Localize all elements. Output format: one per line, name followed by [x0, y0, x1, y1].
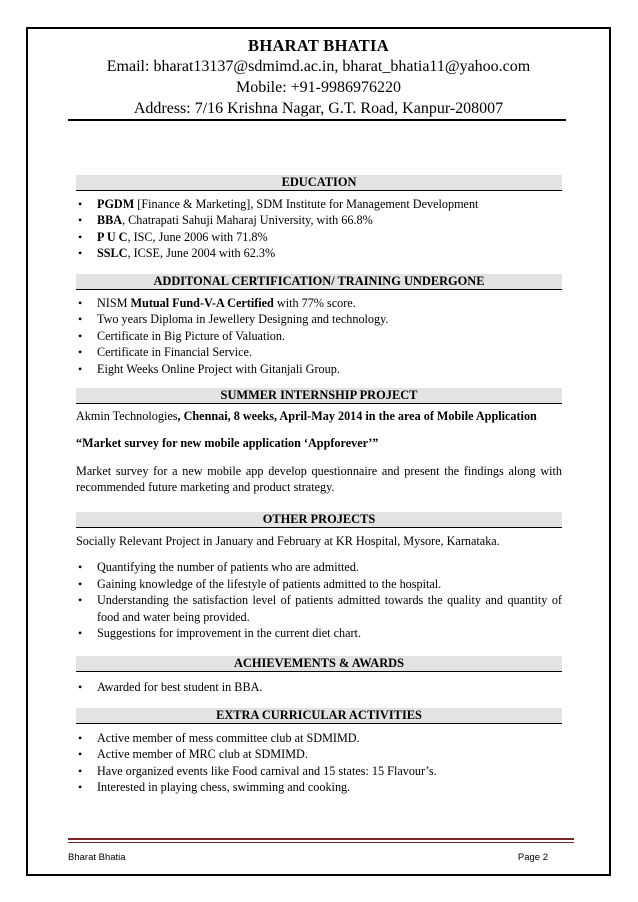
- contact-mobile: Mobile: +91-9986976220: [235, 79, 401, 96]
- section-heading: ACHIEVEMENTS & AWARDS: [76, 656, 562, 672]
- resume-header: [26, 36, 611, 119]
- list-item: • Certificate in Big Picture of Valuation.: [76, 328, 562, 344]
- internship-company: Akmin Technologies, Chennai, 8 weeks, April-May 2014 in the area of Mobile Application: [76, 409, 537, 423]
- internship-section: [76, 388, 562, 496]
- list-item: • Active member of MRC club at SDMIMD.: [76, 746, 562, 762]
- list-item: • Quantifying the number of patients who are admitted.: [76, 559, 562, 575]
- other-projects-section: [76, 512, 562, 641]
- list-item: • Gaining knowledge of the lifestyle of patients admitted to the hospital.: [76, 576, 562, 592]
- list-item: • PGDM [Finance & Marketing], SDM Institute for Management Development: [76, 196, 562, 212]
- list-item: • Suggestions for improvement in the current diet chart.: [76, 625, 562, 641]
- section-heading: EXTRA CURRICULAR ACTIVITIES: [76, 708, 562, 724]
- list-item: • Understanding the satisfaction level of patients admitted towards the quality and quantity of food and water being provided.: [76, 592, 562, 625]
- list-item: • Awarded for best student in BBA.: [76, 679, 562, 695]
- section-heading: ADDITONAL CERTIFICATION/ TRAINING UNDERGONE: [76, 274, 562, 290]
- internship-project-title: “Market survey for new mobile application ‘Appforever’”: [76, 436, 379, 451]
- section-heading: SUMMER INTERNSHIP PROJECT: [76, 388, 562, 404]
- section-heading: EDUCATION: [76, 175, 562, 191]
- list-item: • Eight Weeks Online Project with Gitanjali Group.: [76, 361, 562, 377]
- internship-description: Market survey for a new mobile app develop questionnaire and present the findings along with recommended future marketing and product strategy.: [76, 463, 562, 495]
- list-item: • NISM Mutual Fund-V-A Certified with 77% score.: [76, 295, 562, 311]
- certification-section: [76, 274, 562, 377]
- project-intro: Socially Relevant Project in January and February at KR Hospital, Mysore, Karnataka.: [76, 534, 500, 548]
- list-item: • P U C, ISC, June 2006 with 71.8%: [76, 229, 562, 245]
- header-divider: [68, 119, 566, 121]
- page-footer: [68, 852, 548, 863]
- list-item: • Two years Diploma in Jewellery Designing and technology.: [76, 311, 562, 327]
- list-item: • Certificate in Financial Service.: [76, 344, 562, 360]
- page-number: Page 2: [517, 852, 548, 863]
- list-item: • Have organized events like Food carnival and 15 states: 15 Flavour’s.: [76, 763, 562, 779]
- list-item: • BBA, Chatrapati Sahuji Maharaj University, with 66.8%: [76, 212, 562, 228]
- list-item: • Interested in playing chess, swimming and cooking.: [76, 779, 562, 795]
- footer-divider: [68, 838, 574, 840]
- achievements-section: [76, 656, 562, 695]
- list-item: • Active member of mess committee club at SDMIMD.: [76, 730, 562, 746]
- list-item: • SSLC, ICSE, June 2004 with 62.3%: [76, 245, 562, 261]
- footer-author: Bharat Bhatia: [68, 852, 126, 863]
- section-heading: OTHER PROJECTS: [76, 512, 562, 528]
- contact-address: Address: 7/16 Krishna Nagar, G.T. Road, Kanpur-208007: [133, 100, 504, 117]
- education-section: [76, 175, 562, 262]
- footer-divider-thin: [68, 842, 574, 843]
- candidate-name: BHARAT BHATIA: [248, 36, 389, 55]
- contact-email: Email: bharat13137@sdmimd.ac.in, bharat_bhatia11@yahoo.com: [106, 58, 531, 75]
- extracurricular-section: [76, 708, 562, 796]
